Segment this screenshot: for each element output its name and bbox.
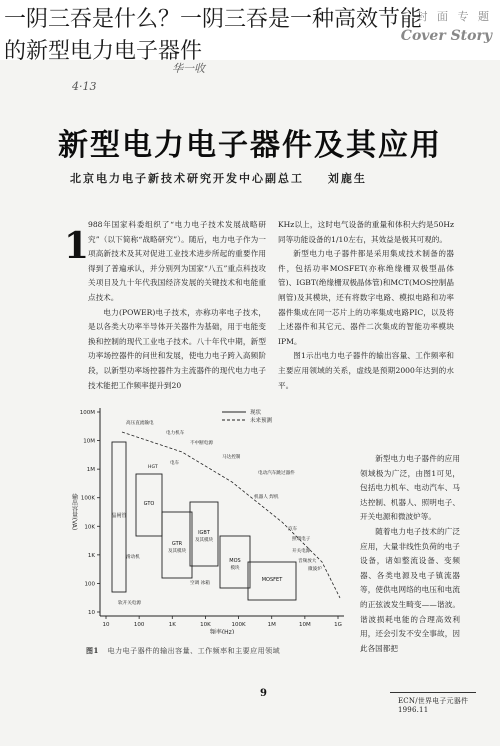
article-title: 新型电力电子器件及其应用: [58, 128, 442, 163]
application-label: 软开关电源: [118, 601, 141, 606]
application-label: 滑动机: [126, 555, 140, 560]
footer-rule: [390, 692, 476, 693]
y-tick-label: 1K: [87, 552, 95, 559]
device-label: IGBT: [198, 530, 210, 536]
y-tick-label: 100M: [79, 410, 95, 416]
application-label: 音频放大: [298, 559, 317, 564]
cover-story-cn: 封 面 专 题: [416, 10, 492, 23]
x-tick-label: 1M: [267, 622, 276, 628]
x-tick-label: 1K: [168, 622, 176, 628]
legend-label-current: 现状: [250, 410, 262, 416]
application-label: 马达控制: [222, 455, 241, 460]
application-label: 照明电子: [292, 537, 311, 542]
x-tick-label: 1G: [334, 622, 342, 628]
x-tick-label: 100K: [231, 622, 246, 628]
device-label: 晶闸管: [111, 513, 127, 519]
y-tick-label: 10K: [84, 524, 95, 531]
author-line: [70, 170, 470, 186]
cover-story-en: Cover Story: [400, 28, 492, 44]
application-label: 空调 冰箱: [190, 581, 210, 586]
x-tick-label: 100: [133, 622, 145, 628]
right-column: [278, 218, 454, 393]
scanned-page: [0, 60, 500, 746]
application-label: 不中断电源: [190, 441, 213, 446]
handwriting-note-1: 4·13: [72, 80, 97, 93]
paragraph: 随着电力电子技术的广泛应用，大量非线性负荷的电子设备，诸如整流设备、变频器、各类电源及电子镇流器等，使供电网络的电压和电流的正弦波发生畸变——谐波。谐波损耗电能的合理高效利用，还会引发不安全事故，因此各国都把: [360, 526, 460, 653]
paragraph: 图1示出电力电子器件的输出容量、工作频率和主要应用领域的关系，虚线是预期2000年达到的水平。: [278, 351, 454, 390]
application-label: 微波炉: [308, 567, 322, 572]
device-note: 及其模块: [195, 538, 213, 543]
application-label: 电力机车: [166, 431, 185, 436]
paragraph: 电力(POWER)电子技术，亦称功率电子技术，是以各类大功率半导体开关器件为基础，用于电能变换和控制的现代工业电子技术。八十年代中期，新型功率场控器件的问世和发展，使电力电子跨入高频阶段，以新型功率场控器件为主流器件的现代电力电子技术能把工作频率提升到20: [88, 307, 266, 390]
paragraph: 新型电力电子器件都是采用集成技术制备的器件，包括功率MOSFET(亦称绝缘栅双极型晶体管)、IGBT(绝缘栅双极晶体管)和MCT(MOS控制晶闸管)及其模块，还有将数字电路、模拟电路和功率器件集成在同一芯片上的功率集成电路PIC，以及将上述器件和其它元、器件二次集成的智能功率模块IPM。: [278, 249, 454, 346]
device-label: GTO: [143, 501, 155, 507]
application-label: 机器人 焊机: [254, 495, 279, 500]
application-label: 汽车: [288, 527, 298, 532]
x-tick-label: 10K: [200, 622, 211, 628]
page-number: 9: [260, 688, 267, 699]
device-note: 模块: [230, 566, 240, 571]
right-lower-column: [360, 452, 460, 656]
figure-1-chart: [62, 402, 356, 634]
left-column: [88, 218, 266, 393]
paragraph: KHz以上，这时电气设备的重量和体积大约是50Hz同等功能设备的1/10左右，其效益是极其可观的。: [278, 220, 454, 244]
application-label: HGT: [148, 465, 158, 470]
overlay-title-line2: 的新型电力电子器件: [4, 39, 203, 64]
paragraph: 新型电力电子器件的应用领域极为广泛，由图1可见，包括电力机车、电动汽车、马达控制、机器人、照明电子、开关电源和微波炉等。: [360, 454, 460, 522]
chart-svg: [62, 402, 356, 634]
device-label: MOS: [229, 558, 241, 564]
footer-source: ECN/世界电子元器件 1996.11: [398, 697, 469, 714]
application-label: 开关电源: [292, 549, 311, 554]
device-note: 及其模块: [168, 549, 186, 554]
application-label: 电车: [170, 461, 180, 466]
caption-text: 电力电子器件的输出容量、工作频率和主要应用领域: [107, 647, 281, 655]
y-tick-label: 100: [84, 581, 95, 588]
x-tick-label: 10M: [298, 622, 311, 628]
handwriting-note-2: 华一收: [172, 62, 205, 75]
y-axis-label: 输出容量(VA): [70, 493, 78, 531]
application-label: 高压直流输电: [126, 421, 154, 426]
caption-label: 图1: [86, 646, 99, 655]
y-tick-label: 1M: [86, 467, 95, 474]
overlay-title: [4, 4, 496, 68]
device-label: MOSFET: [261, 577, 283, 583]
x-tick-label: 10: [102, 622, 110, 628]
x-axis-label: 频率(Hz): [209, 629, 235, 634]
author-name: 刘鹿生: [327, 172, 367, 185]
drop-cap: 1: [64, 225, 90, 267]
author-org: 北京电力电子新技术研究开发中心副总工: [70, 172, 304, 185]
y-tick-label: 10M: [83, 438, 95, 445]
application-label: 电动汽车跳过器件: [258, 471, 295, 476]
paragraph: 988年国家科委组织了“电力电子技术发展战略研究”（以下简称“战略研究”）。随后，电力电子作为一项高新技术及其对促进工业技术进步所起的重要作用得到了普遍承认，并分别列为国家“八五”重点科技攻关项目及九十年代我国经济发展的关键技术和电能重点技术。: [88, 220, 266, 302]
legend-label-future: 未来预测: [250, 418, 273, 424]
device-label: GTR: [171, 541, 183, 547]
y-tick-label: 10: [88, 610, 95, 616]
figure-caption: [86, 646, 366, 656]
y-tick-label: 100K: [80, 495, 95, 502]
overlay-title-line1: 一阴三吞是什么？一阴三吞是一种高效节能: [4, 7, 423, 32]
